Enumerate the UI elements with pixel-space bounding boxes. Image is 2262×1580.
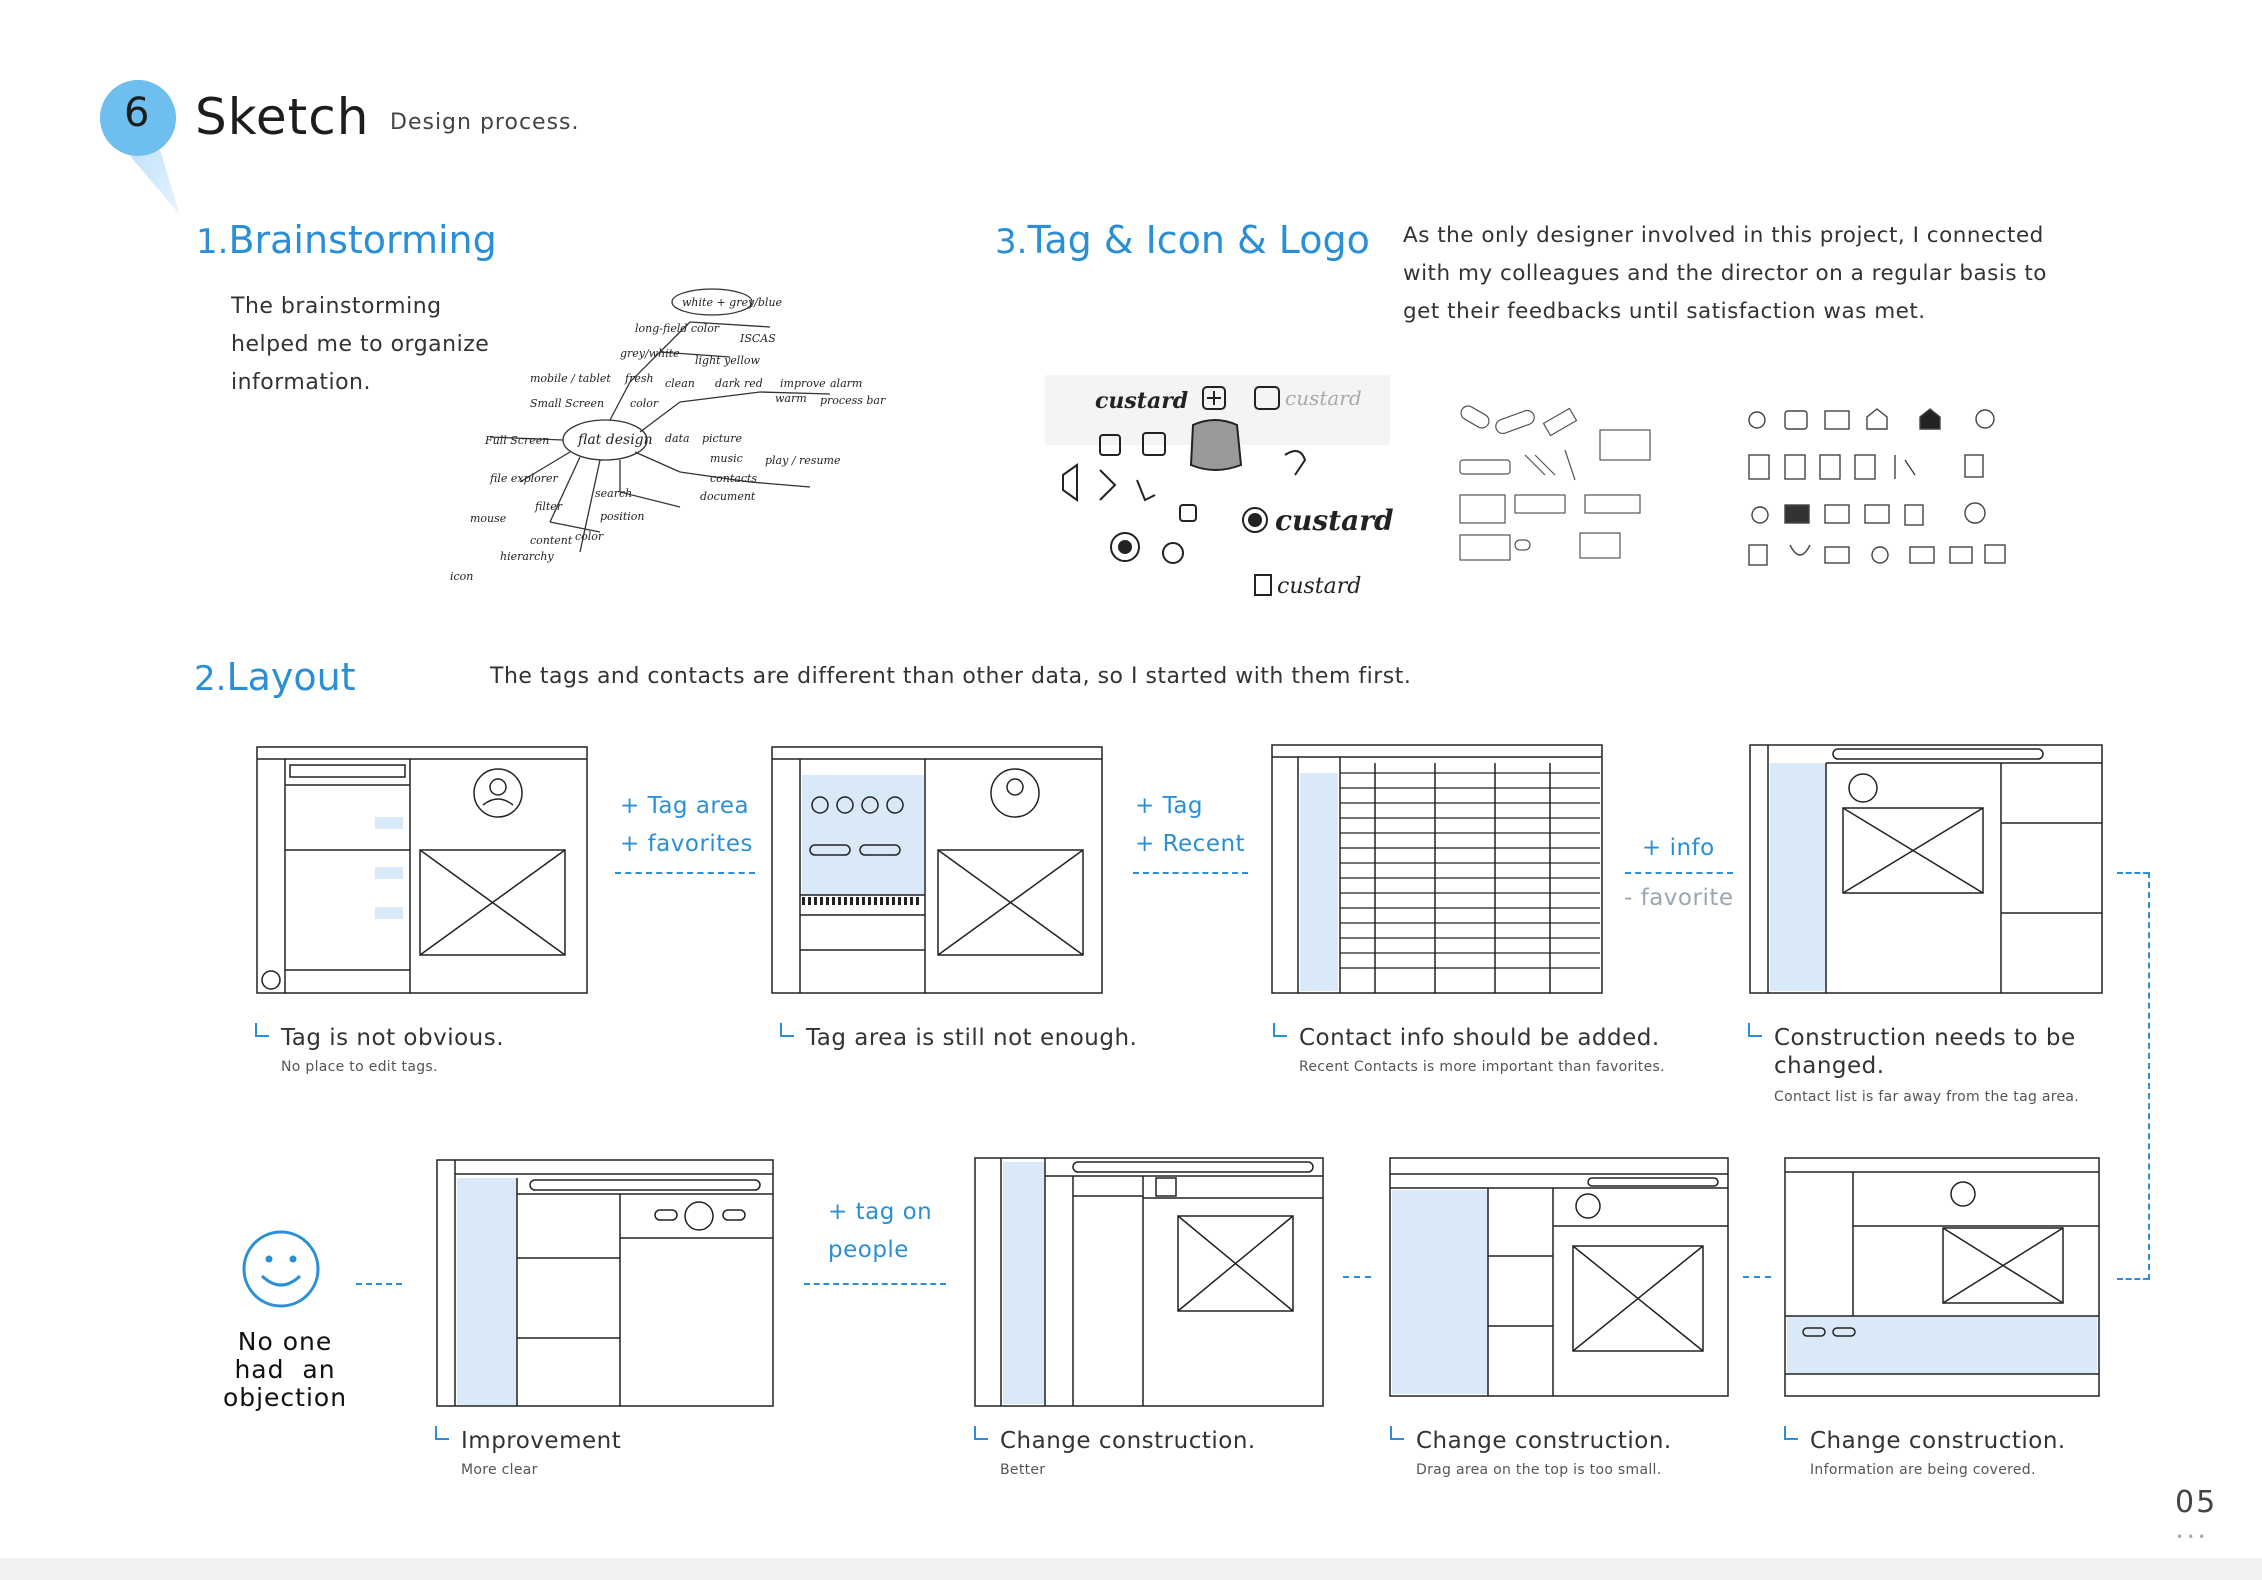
caption-4: [1748, 1025, 2079, 1105]
mind-word: process bar: [820, 394, 886, 407]
transition-4-line: + tag on: [828, 1199, 933, 1225]
tag-icon-logo-heading: [995, 218, 1370, 262]
tag-icon-logo-line: with my colleagues and the director on a regular basis to: [1403, 261, 2047, 286]
brainstorming-heading: [196, 218, 497, 262]
caption-hook-icon: [1784, 1426, 1798, 1440]
mind-word: warm: [775, 392, 807, 405]
mind-word: Full Screen: [485, 434, 550, 447]
mind-word: color: [575, 530, 604, 543]
transition-3-add: + info: [1642, 835, 1715, 861]
mind-word: data: [665, 432, 690, 445]
layout-num: 2.: [194, 659, 227, 699]
transition-3-remove: - favorite: [1624, 885, 1734, 911]
caption-5: [435, 1428, 621, 1478]
smiley-text: [205, 1328, 365, 1412]
transition-1-dash: [615, 872, 755, 874]
mind-word: grey/white: [620, 347, 680, 360]
caption-1: [255, 1025, 504, 1075]
caption-6-title: Change construction.: [1000, 1428, 1256, 1454]
caption-4-title-a: Construction needs to be: [1774, 1025, 2076, 1051]
mind-map-sketch: [430, 282, 900, 622]
mind-word: content: [530, 534, 573, 547]
caption-hook-icon: [255, 1023, 269, 1037]
layout-sketch-5: [435, 1158, 775, 1408]
caption-1-title: Tag is not obvious.: [281, 1025, 505, 1051]
brainstorming-line: information.: [231, 370, 371, 395]
caption-3-sub: Recent Contacts is more important than favorites.: [1299, 1059, 1665, 1075]
transition-2-line: + Tag: [1135, 793, 1204, 819]
caption-hook-icon: [780, 1023, 794, 1037]
mind-word: play / resume: [765, 454, 841, 467]
mind-word: search: [595, 487, 633, 500]
smiley-line: had an: [234, 1355, 336, 1384]
smiley-line: No one: [237, 1327, 333, 1356]
tag-icon-logo-num: 3.: [995, 222, 1028, 262]
logo-word: custard: [1095, 388, 1189, 414]
transition-4-dash: [804, 1283, 946, 1285]
mind-word: hierarchy: [500, 550, 554, 563]
layout-sketch-3: [1270, 743, 1605, 995]
mind-word: filter: [535, 500, 563, 513]
caption-5-sub: More clear: [461, 1462, 538, 1478]
caption-8-sub: Information are being covered.: [1810, 1462, 2036, 1478]
mind-word: fresh: [625, 372, 654, 385]
mind-word: improve: [780, 377, 826, 390]
tag-icon-logo-line: get their feedbacks until satisfaction was met.: [1403, 299, 1926, 324]
caption-5-title: Improvement: [461, 1428, 622, 1454]
caption-3: [1273, 1025, 1665, 1075]
transition-2-line: + Recent: [1135, 831, 1246, 857]
mind-word: white + grey/blue: [682, 296, 783, 309]
layout-sketch-2: [770, 745, 1105, 995]
caption-hook-icon: [1748, 1023, 1762, 1037]
mind-word: contacts: [710, 472, 758, 485]
transition-1: [620, 787, 753, 863]
mind-word: light yellow: [695, 354, 760, 367]
caption-1-sub: No place to edit tags.: [281, 1059, 438, 1075]
brainstorming-title: Brainstorming: [228, 218, 497, 262]
mind-word: picture: [702, 432, 742, 445]
mind-word: mouse: [470, 512, 507, 525]
transition-3-dash: [1625, 872, 1733, 874]
bottom-bar: [0, 1558, 2262, 1580]
layout-title: Layout: [226, 655, 356, 699]
mind-word: document: [700, 490, 756, 503]
caption-3-title: Contact info should be added.: [1299, 1025, 1660, 1051]
caption-6: [974, 1428, 1256, 1478]
tag-sketches: [1455, 395, 1690, 570]
brainstorming-line: The brainstorming: [231, 294, 442, 319]
layout-sketch-1: [255, 745, 590, 995]
mind-word: ISCAS: [740, 332, 776, 345]
transition-6-dash: [1743, 1276, 1771, 1278]
transition-2-dash: [1133, 872, 1248, 874]
mind-word: long-field color: [635, 322, 720, 335]
logo-sketches: [1045, 375, 1405, 605]
layout-sketch-4: [1748, 743, 2105, 995]
transition-1-line: + favorites: [620, 831, 753, 857]
page-subtitle: Design process.: [390, 110, 580, 135]
transition-5-dash: [1343, 1276, 1371, 1278]
transition-1-line: + Tag area: [620, 793, 750, 819]
transition-4: [828, 1193, 932, 1269]
mind-word: position: [600, 510, 645, 523]
transition-4-line: people: [828, 1237, 909, 1263]
smiley-icon: [240, 1228, 322, 1310]
logo-word: custard: [1275, 504, 1394, 537]
caption-hook-icon: [1390, 1426, 1404, 1440]
layout-sketch-8: [1783, 1156, 2101, 1398]
tag-icon-logo-text: [1403, 217, 2163, 331]
connector-right-top: [2117, 872, 2149, 874]
badge-drop-icon: [100, 80, 210, 220]
brainstorming-line: helped me to organize: [231, 332, 490, 357]
mind-word: flat design: [578, 432, 653, 448]
caption-8: [1784, 1428, 2066, 1478]
page-number: 05: [2175, 1485, 2218, 1520]
tag-icon-logo-title: Tag & Icon & Logo: [1027, 218, 1370, 262]
caption-4-title-b: changed.: [1774, 1053, 1885, 1079]
layout-sketch-6: [973, 1156, 1325, 1408]
smiley-dash: [356, 1283, 402, 1285]
caption-6-sub: Better: [1000, 1462, 1046, 1478]
mind-word: dark red: [715, 377, 763, 390]
layout-sketch-7: [1388, 1156, 1730, 1398]
caption-hook-icon: [974, 1426, 988, 1440]
caption-4-sub: Contact list is far away from the tag area.: [1774, 1089, 2080, 1105]
brainstorming-num: 1.: [196, 222, 229, 262]
mind-word: mobile / tablet: [530, 372, 611, 385]
icon-sketches: [1745, 405, 2010, 570]
page-dots: •••: [2176, 1530, 2210, 1544]
mind-word: alarm: [830, 377, 863, 390]
tag-icon-logo-line: As the only designer involved in this project, I connected: [1403, 223, 2044, 248]
logo-word: custard: [1277, 574, 1362, 599]
connector-right-bottom: [2117, 1278, 2149, 1280]
mind-word: file explorer: [490, 472, 558, 485]
smiley-line: objection: [222, 1383, 348, 1412]
layout-intro: The tags and contacts are different than other data, so I started with them first.: [490, 664, 1412, 689]
mind-word: Small Screen: [530, 397, 605, 410]
caption-7-title: Change construction.: [1416, 1428, 1672, 1454]
caption-hook-icon: [435, 1426, 449, 1440]
connector-right-vertical: [2148, 872, 2150, 1280]
transition-2: [1135, 787, 1245, 863]
caption-2: [780, 1025, 1137, 1051]
mind-word: icon: [450, 570, 474, 583]
caption-7: [1390, 1428, 1672, 1478]
logo-word: custard: [1285, 386, 1362, 410]
layout-heading: [194, 655, 356, 699]
caption-7-sub: Drag area on the top is too small.: [1416, 1462, 1662, 1478]
mind-word: clean: [665, 377, 695, 390]
section-badge: [100, 80, 180, 160]
page-title: Sketch: [195, 88, 370, 146]
caption-hook-icon: [1273, 1023, 1287, 1037]
mind-word: music: [710, 452, 743, 465]
caption-2-title: Tag area is still not enough.: [806, 1025, 1138, 1051]
caption-8-title: Change construction.: [1810, 1428, 2066, 1454]
section-number: 6: [124, 90, 150, 136]
mind-word: color: [630, 397, 659, 410]
